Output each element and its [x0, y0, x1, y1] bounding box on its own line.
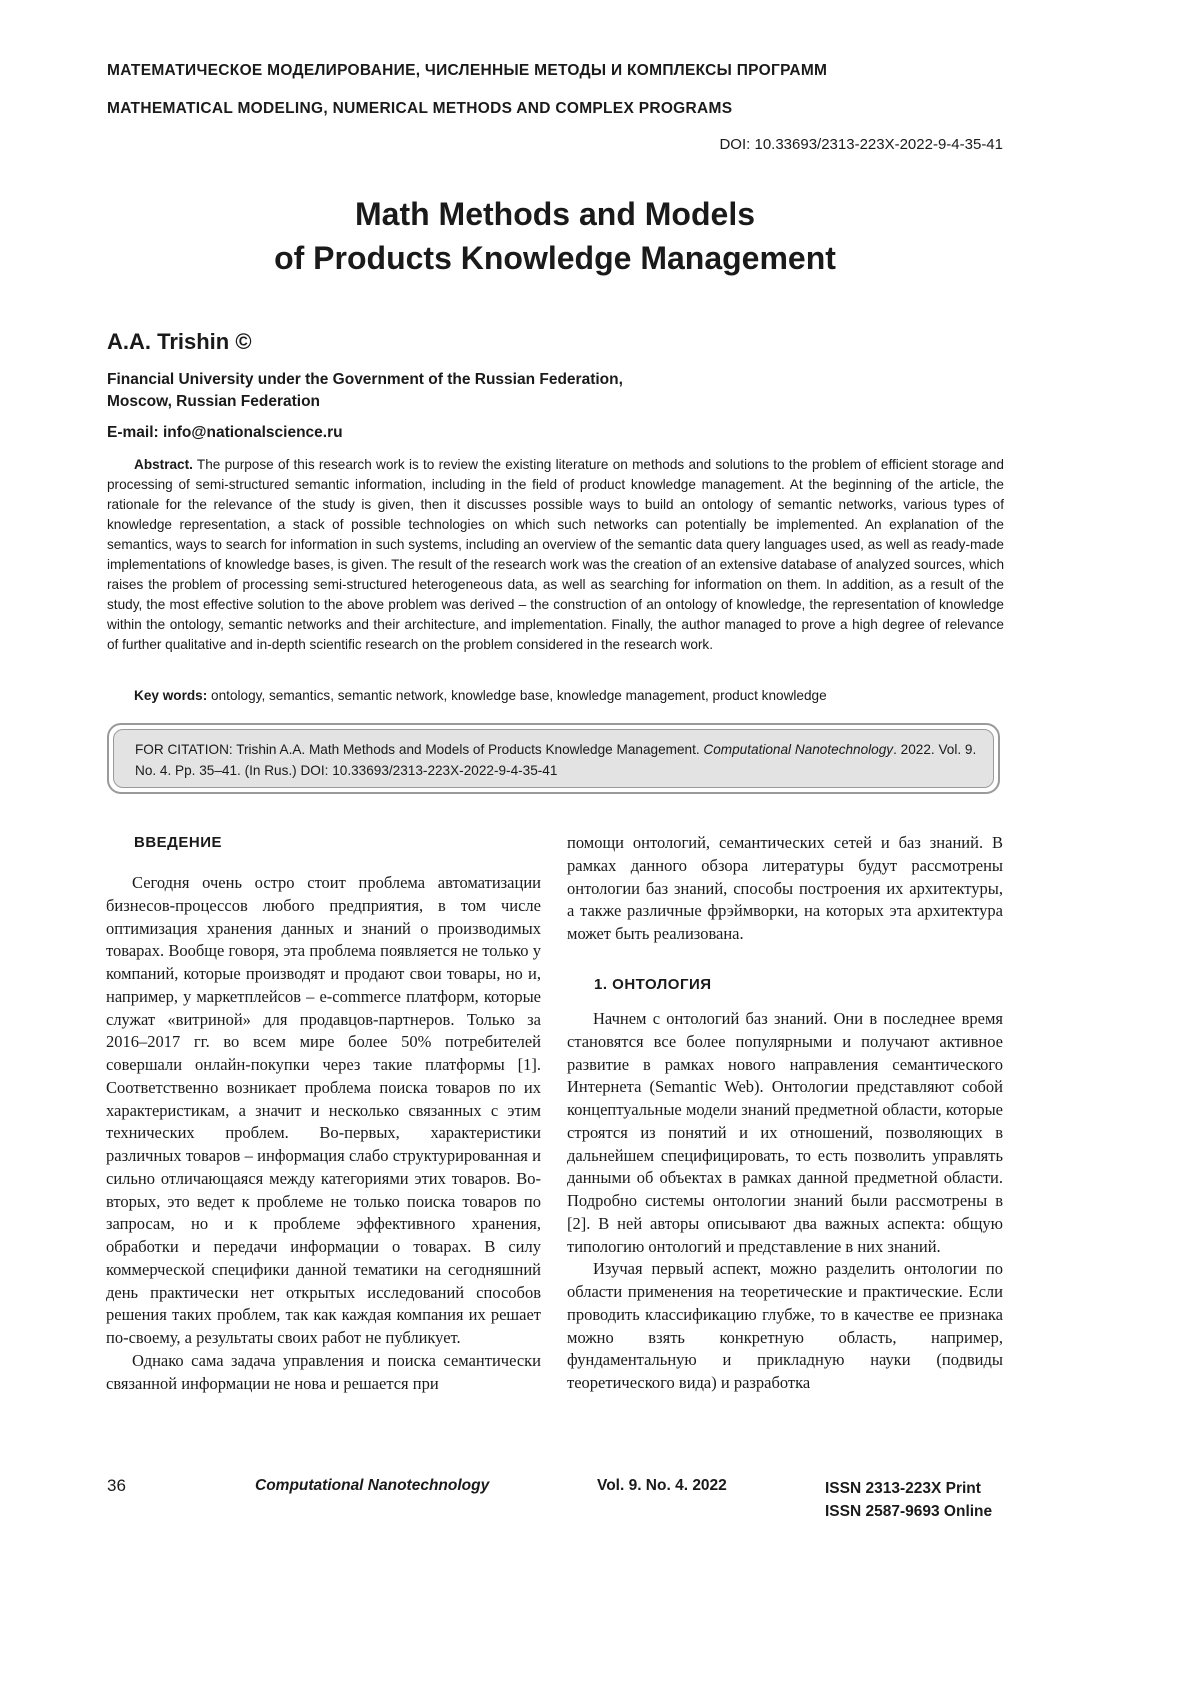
article-title-line1: Math Methods and Models	[355, 196, 755, 232]
issn-online: ISSN 2587-9693 Online	[825, 1503, 993, 1520]
citation-box-inner	[113, 729, 994, 788]
citation-box	[107, 723, 1000, 794]
heading-introduction: ВВЕДЕНИЕ	[134, 834, 222, 851]
keywords-label: Key words:	[134, 688, 208, 703]
section-title-ru: МАТЕМАТИЧЕСКОЕ МОДЕЛИРОВАНИЕ, ЧИСЛЕННЫЕ МЕТОДЫ И КОМПЛЕКСЫ ПРОГРАММ	[107, 62, 828, 79]
keywords	[134, 688, 827, 703]
intro-paragraph-2-continued: помощи онтологий, семантических сетей и баз знаний. В рамках данного обзора литературы будут рассмотрены онтологии баз знаний, способы построения их архитектуры, а также различные фрэймворки, на которых эта архитектура может быть реализована.	[567, 833, 1003, 943]
article-title-line2: of Products Knowledge Management	[274, 240, 836, 276]
footer-journal: Computational Nanotechnology	[255, 1477, 490, 1494]
page-number: 36	[107, 1476, 126, 1495]
citation-journal: Computational Nanotechnology	[703, 742, 894, 757]
abstract-label: Abstract.	[134, 457, 193, 472]
keywords-text: ontology, semantics, semantic network, knowledge base, knowledge management, product knowledge	[207, 688, 827, 703]
ontology-paragraph-1: Начнем с онтологий баз знаний. Они в последнее время становятся все более популярными и получают активное развитие в рамках нового направления семантического Интернета (Semantic Web). Онтологии представляют собой концептуальные модели знаний предметной области, которые строятся из понятий и их отношений, позволяющих в дальнейшем специфицировать, то есть позволить управлять данными об объектах в рамках данной предметной области. Подробно системы онтологии знаний были рассмотрены в [2]. В ней авторы описывают два важных аспекта: общую типологию онтологий и представление в них знаний.	[567, 1009, 1003, 1256]
doi-line: DOI: 10.33693/2313-223X-2022-9-4-35-41	[719, 136, 1003, 153]
abstract	[107, 455, 1004, 655]
ontology-paragraph-2: Изучая первый аспект, можно разделить онтологии по области применения на теоретические и практические. Если проводить классификацию глубже, то в качестве ее признака можно взять конкретную область, например, фундаментальную и прикладную науки (подвиды теоретического вида) и разработка	[567, 1259, 1003, 1392]
column-right-bottom	[567, 1008, 1003, 1395]
abstract-text: The purpose of this research work is to review the existing literature on methods and solutions to the problem of efficient storage and processing of semi-structured semantic information, including in the field of product knowledge management. At the beginning of the article, the rationale for the relevance of the study is given, then it discusses possible ways to build an ontology of semantic networks, various types of knowledge representation, a stack of possible technologies on which such networks can potentially be implemented. An explanation of the semantics, ways to search for information in such systems, including an overview of the semantic data query languages used, as well as ready-made implementations of knowledge bases, is given. The result of the research work was the creation of an extensive database of analyzed sources, which raises the problem of processing semi-structured heterogeneous data, as well as searching for information on them. In addition, as a result of the study, the most effective solution to the above problem was derived – the construction of an ontology of knowledge, the representation of knowledge within the ontology, semantic networks and their architecture, and implementation. Finally, the author managed to prove a high degree of relevance of further qualitative and in-depth scientific research on the problem considered in the research work.	[107, 457, 1004, 652]
column-left	[106, 872, 541, 1395]
affiliation-line1: Financial University under the Government of the Russian Federation,	[107, 371, 623, 388]
footer-issn	[825, 1477, 992, 1523]
column-right-top	[567, 832, 1003, 946]
section-title-en: MATHEMATICAL MODELING, NUMERICAL METHODS AND COMPLEX PROGRAMS	[107, 100, 733, 117]
citation-text	[135, 739, 985, 781]
intro-paragraph-1: Сегодня очень остро стоит проблема автоматизации бизнесов-процессов любого предприятия, в том числе оптимизация хранения данных и знаний о производимых товарах. Вообще говоря, эта проблема появляется не только у компаний, которые производят и продают свои товары, но и, например, у маркетплейсов – e-commerce платформ, которые служат «витриной» для продавцов-партнеров. Только за 2016–2017 гг. во всем мире более 50% потребителей совершали онлайн-покупки через такие платформы [1]. Соответственно возникает проблема поиска товаров по их характеристикам, а значит и несколько связанных с этим технических проблем. Во-первых, характеристики различных товаров – информация слабо структурированная и сильно отличающаяся между категориями этих товаров. Во-вторых, это ведет к проблеме не только поиска товаров по запросам, но и к проблеме эффективного хранения, обработки и передачи информации о товарах. В силу коммерческой специфики данной тематики на сегодняшний день практически нет открытых исследований способов решения таких проблем, так как каждая компания их решает по-своему, а результаты своих работ не публикует.	[106, 873, 541, 1347]
affiliation-line2: Moscow, Russian Federation	[107, 393, 321, 410]
footer-volume: Vol. 9. No. 4. 2022	[597, 1477, 727, 1494]
author-email: E-mail: info@nationalscience.ru	[107, 424, 343, 441]
heading-ontology: 1. ОНТОЛОГИЯ	[594, 976, 712, 993]
issn-print: ISSN 2313-223X Print	[825, 1480, 981, 1497]
citation-suffix: . 2022. Vol. 9. No. 4. Pp. 35–41. (In Rus.) DOI: 10.33693/2313-223X-2022-9-4-35-41	[135, 742, 977, 778]
citation-prefix: FOR CITATION: Trishin A.A. Math Methods and Models of Products Knowledge Management.	[135, 742, 704, 757]
author-name: A.A. Trishin ©	[107, 329, 252, 354]
affiliation	[107, 369, 623, 413]
article-title	[0, 192, 1110, 280]
intro-paragraph-2-start: Однако сама задача управления и поиска семантически связанной информации не нова и решается при	[106, 1350, 541, 1393]
